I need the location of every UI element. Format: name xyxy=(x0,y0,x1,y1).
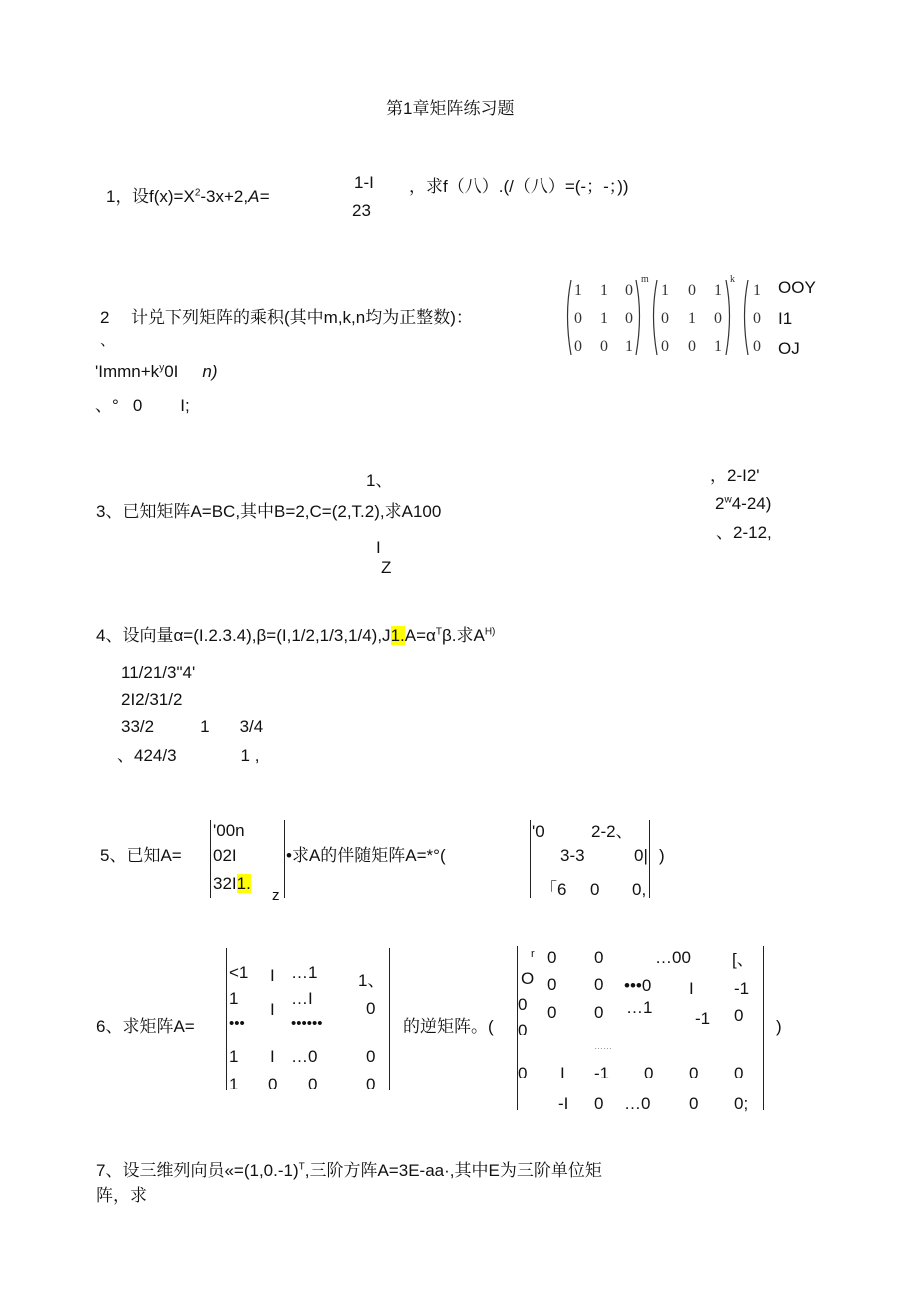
q6-left-cell: …1 xyxy=(291,963,318,982)
q6-right-cell: 0 xyxy=(547,948,557,967)
q4-row-3: 33/2 1 3/4 xyxy=(121,717,264,736)
q1-matrix-row-2: 23 xyxy=(352,201,371,220)
q2-m2-left-paren xyxy=(654,280,658,355)
q6-right-cell: 0; xyxy=(734,1094,749,1113)
q5-matrix-left-bar xyxy=(210,820,211,898)
q2-m1-cell: 1 xyxy=(625,338,633,355)
q2-m2-right-paren xyxy=(726,280,730,355)
q2-m2-cell: 0 xyxy=(714,310,722,327)
q6-left-cell: …0 xyxy=(291,1047,318,1066)
q6-right-cell: r xyxy=(531,948,535,960)
q6-right-cell: 0 xyxy=(594,1094,604,1113)
q3-answer-row-3: 、2-12, xyxy=(716,523,772,542)
q5-z-mark: z xyxy=(272,887,280,904)
q2-mark: 、 xyxy=(100,332,116,349)
q6-right-cell: 0 xyxy=(518,995,528,1014)
q2-m2-cell: 1 xyxy=(688,310,696,327)
q6-right-cell: -1 xyxy=(695,1009,711,1028)
q6-right-cell: 0 xyxy=(547,1003,557,1022)
q6-left-cell: 0 xyxy=(366,1075,376,1089)
q6-label: 6、求矩阵A= xyxy=(96,1017,195,1036)
q6-right-cell: 0 xyxy=(734,1006,744,1025)
q6-right-cell: 0 xyxy=(594,975,604,994)
q3-text: 3、已知矩阵A=BC,其中B=2,C=(2,T.2),求A100 xyxy=(96,502,442,521)
q6-right-cell: 0 xyxy=(547,975,557,994)
q6-left-cell: 1 xyxy=(229,1075,239,1089)
q6-right-cell: 0 xyxy=(518,1021,528,1035)
q6-left-dots: •••••• xyxy=(291,1015,323,1032)
q2-m3-left-paren xyxy=(745,280,749,355)
q6-right-cell: 0 xyxy=(594,948,604,967)
q6-right-cell: …0 xyxy=(624,1094,651,1113)
q6-left-cell: 1 xyxy=(229,1047,239,1066)
q4-row-2: 2I2/31/2 xyxy=(121,690,183,709)
q4-row-1: 11/21/3"4' xyxy=(121,663,196,682)
q7-line-2: 阵，求 xyxy=(96,1186,147,1205)
q2-m1-cell: 0 xyxy=(600,338,608,355)
q6-right-cell: I xyxy=(560,1064,565,1078)
q5-answer-r3c1: 「6 xyxy=(540,880,567,899)
q5-answer-right-bar xyxy=(649,820,650,898)
q2-m2-cell: 0 xyxy=(688,338,696,355)
q2-m1-cell: 1 xyxy=(600,282,608,299)
q2-m2-cell: 1 xyxy=(661,282,669,299)
q6-matrix-right-bar xyxy=(389,948,390,1090)
q6-right-cell: 0 xyxy=(689,1094,699,1113)
q2-m1-right-paren xyxy=(636,280,640,355)
q6-right-cell: 0 xyxy=(644,1064,654,1078)
q2-m2-cell: 0 xyxy=(661,338,669,355)
q6-answer-right-bar xyxy=(763,946,764,1110)
q2-m1-cell: 0 xyxy=(574,310,582,327)
q2-line-2: '$Immn+k^y0I$ n) xyxy=(95,362,218,381)
q6-right-cell: …00 xyxy=(655,948,691,967)
q2-m2-cell: 0 xyxy=(661,310,669,327)
q3-b-row-4: Z xyxy=(381,558,392,577)
q1-number: 1， xyxy=(106,187,133,206)
q2-text: 计兑下列矩阵的乘积(其中m,k,n均为正整数)： xyxy=(131,308,473,327)
q1-matrix-row-1: 1-I xyxy=(354,173,374,192)
q5-matrix-row-3: 32I1. xyxy=(213,874,251,893)
q2-right-row-1: OOY xyxy=(778,278,816,297)
q2-exp-m: m xyxy=(641,274,649,285)
q2-right-row-3: OJ xyxy=(778,339,800,358)
q2-m1-cell: 0 xyxy=(625,310,633,327)
q6-left-cell: <1 xyxy=(229,963,249,982)
q2-m3-cell: 1 xyxy=(753,282,761,299)
q6-left-cell: I xyxy=(270,966,275,985)
q2-right-row-2: I1 xyxy=(778,309,793,328)
q3-answer-row-1: ，2-I2' xyxy=(710,466,760,485)
q2-m1-cell: 0 xyxy=(625,282,633,299)
q5-answer-r2c1: 3-3 xyxy=(560,846,585,865)
q1-function: 设$f(x)=X^2-3x+2,A=$ xyxy=(132,187,270,206)
q1-tail: ，求f（八）.(/（八）=(-；-；)) xyxy=(409,177,629,196)
q6-left-cell: 1、 xyxy=(358,971,385,990)
q2-m2-cell: 1 xyxy=(714,282,722,299)
q6-right-cell: O xyxy=(521,969,535,988)
q5-matrix-right-bar xyxy=(284,820,285,898)
q2-m2-cell: 1 xyxy=(714,338,722,355)
q6-matrix-left-bar xyxy=(226,948,227,1090)
q7-line-1: 7、设三维列向员«$=(1,0.-1)^T$,三阶方阵A=3E-aa·,其中E为三阶单位矩 xyxy=(96,1161,602,1180)
q2-number: 2 xyxy=(100,308,110,327)
q6-right-cell: •••0 xyxy=(624,976,652,995)
q3-b-row-3: I xyxy=(376,538,381,557)
q6-left-cell: 0 xyxy=(268,1075,278,1089)
q2-m3-cell: 0 xyxy=(753,310,761,327)
q2-m3-cell: 0 xyxy=(753,338,761,355)
q5-answer-r3c3: 0, xyxy=(632,880,647,899)
q5-matrix-row-1: '00n xyxy=(213,821,245,840)
q6-right-cell: -1 xyxy=(594,1064,610,1078)
q4-row-4: 、424/3 1 , xyxy=(117,746,260,765)
q5-answer-r1c2: 2-2、 xyxy=(591,822,633,841)
q2-matrix-product xyxy=(562,270,792,360)
q5-matrix-row-2: 02I xyxy=(213,846,237,865)
q6-left-cell: 0 xyxy=(366,999,376,1018)
q6-close-paren: ) xyxy=(776,1017,782,1036)
q6-left-cell: I xyxy=(270,1000,275,1019)
q2-m2-cell: 0 xyxy=(688,282,696,299)
q6-right-cell: 0 xyxy=(734,1064,744,1078)
q5-answer-left-bar xyxy=(530,820,531,898)
q6-right-dots: …… xyxy=(594,1041,612,1051)
q6-left-cell: I xyxy=(270,1047,275,1066)
q2-m1-cell: 1 xyxy=(574,282,582,299)
q6-prompt: 的逆矩阵。( xyxy=(403,1017,494,1036)
q6-right-cell: …1 xyxy=(626,998,653,1017)
q5-close-paren: ) xyxy=(659,846,665,865)
q5-answer-r1c1: '0 xyxy=(532,822,545,841)
q6-right-cell: I xyxy=(689,979,694,998)
q6-right-cell: 0 xyxy=(518,1064,528,1078)
q6-right-cell: [、 xyxy=(732,950,754,969)
q6-left-cell: 1 xyxy=(229,989,239,1008)
q5-answer-r2c2: 0| xyxy=(634,846,648,865)
q6-right-cell: 0 xyxy=(689,1064,699,1078)
q5-answer-r3c2: 0 xyxy=(590,880,600,899)
q6-left-cell: 0 xyxy=(308,1075,318,1089)
q2-exp-k: k xyxy=(730,274,735,285)
q5-label: 5、已知A= xyxy=(100,846,182,865)
q4-text: 4、设向量$\alpha=(I.2.3.4),\beta=(I,1/2,1/3,1/4),J1.A=\alpha^T\beta$.求$A^{H)}$ xyxy=(96,626,496,645)
q2-m1-cell: 1 xyxy=(600,310,608,327)
q6-right-cell: 0 xyxy=(594,1003,604,1022)
q6-left-cell: …I xyxy=(291,989,313,1008)
q6-left-dots: ••• xyxy=(229,1015,245,1032)
q3-b-top: 1、 xyxy=(366,471,393,490)
q6-right-cell: -1 xyxy=(734,979,750,998)
q3-answer-row-2: 2$^w$4-24) xyxy=(715,494,772,513)
q2-m1-left-paren xyxy=(568,280,572,355)
page-title: 第1章矩阵练习题 xyxy=(386,99,515,118)
q6-right-cell: -I xyxy=(558,1094,569,1113)
q2-line-3: 、° 0 I; xyxy=(95,396,190,415)
q2-m1-cell: 0 xyxy=(574,338,582,355)
q5-prompt: •求A的伴随矩阵A=*°( xyxy=(286,846,446,865)
q6-left-cell: 0 xyxy=(366,1047,376,1066)
